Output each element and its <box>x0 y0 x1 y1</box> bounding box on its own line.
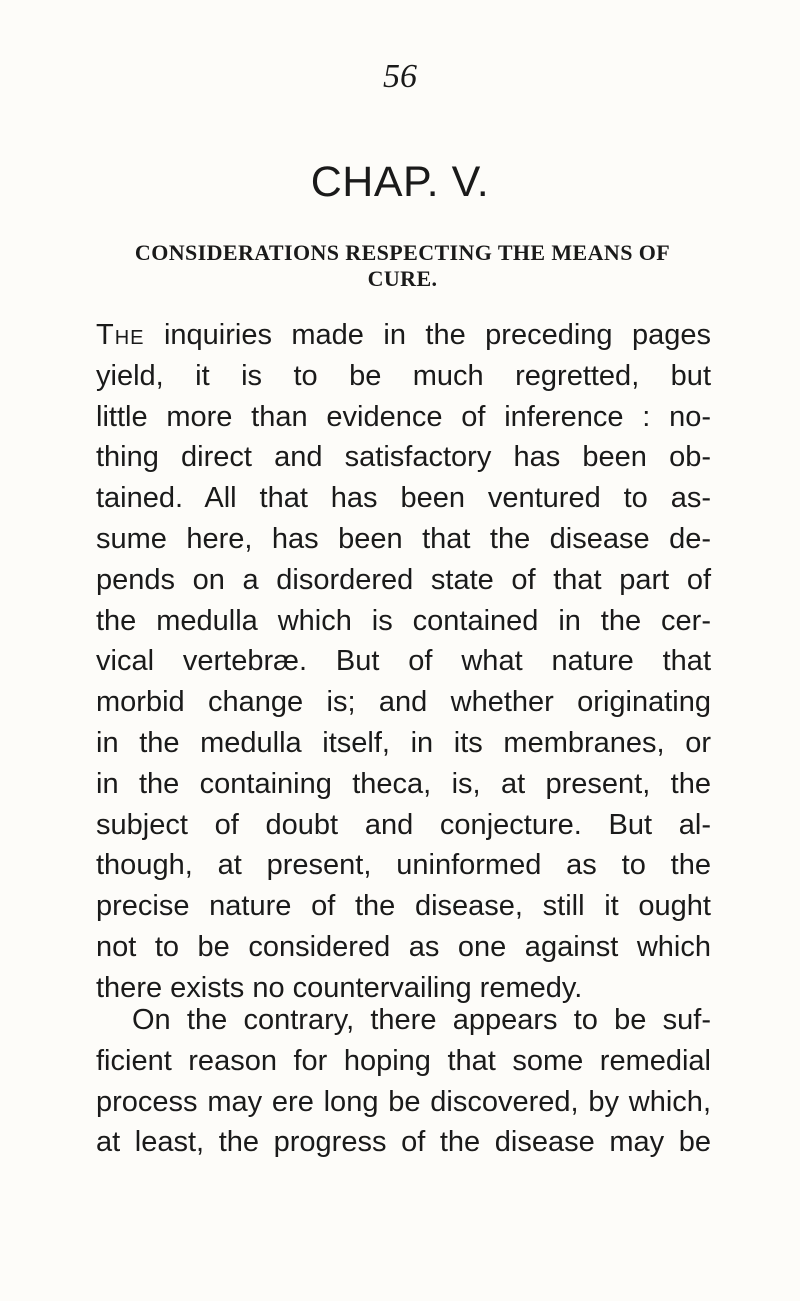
text-line: not to be considered as one against which <box>96 930 711 963</box>
text-line: sume here, has been that the disease de- <box>96 522 711 555</box>
text-line: though, at present, uninformed as to the <box>96 849 711 882</box>
chapter-title: CHAP. V. <box>310 158 490 206</box>
text-line: process may ere long be discovered, by which, <box>96 1085 711 1118</box>
text-line: subject of doubt and conjecture. But al- <box>96 808 711 841</box>
text-line: precise nature of the disease, still it ought <box>96 890 711 923</box>
paragraph-2 <box>96 1000 711 1163</box>
paragraph-1 <box>96 315 711 1009</box>
first-line-rest: inquiries made in the preceding pages <box>144 319 711 351</box>
text-line: vical vertebræ. But of what nature that <box>96 645 711 678</box>
page-number: 56 <box>383 58 417 95</box>
text-line: thing direct and satisfactory has been ob- <box>96 441 711 474</box>
text-line: the medulla which is contained in the cer- <box>96 604 711 637</box>
text-line: pends on a disordered state of that part of <box>96 563 711 596</box>
text-line: ficient reason for hoping that some remedial <box>96 1044 711 1077</box>
text-line <box>96 315 711 356</box>
text-line: tained. All that has been ventured to as- <box>96 482 711 515</box>
text-line: in the containing theca, is, at present, the <box>96 767 711 800</box>
section-heading <box>100 240 705 292</box>
text-line: yield, it is to be much regretted, but <box>96 359 711 392</box>
section-heading-line: CURE. <box>367 266 438 291</box>
text-line: morbid change is; and whether originating <box>96 686 711 719</box>
text-line: little more than evidence of inference : no- <box>96 400 711 433</box>
text-line: in the medulla itself, in its membranes, or <box>96 726 711 759</box>
text-line: On the contrary, there appears to be suf- <box>132 1004 711 1036</box>
section-heading-line: CONSIDERATIONS RESPECTING THE MEANS OF <box>134 240 671 265</box>
text-line: there exists no countervailing remedy. <box>96 971 583 1004</box>
text-line: at least, the progress of the disease may be <box>96 1126 711 1159</box>
lead-word: The <box>96 319 145 351</box>
